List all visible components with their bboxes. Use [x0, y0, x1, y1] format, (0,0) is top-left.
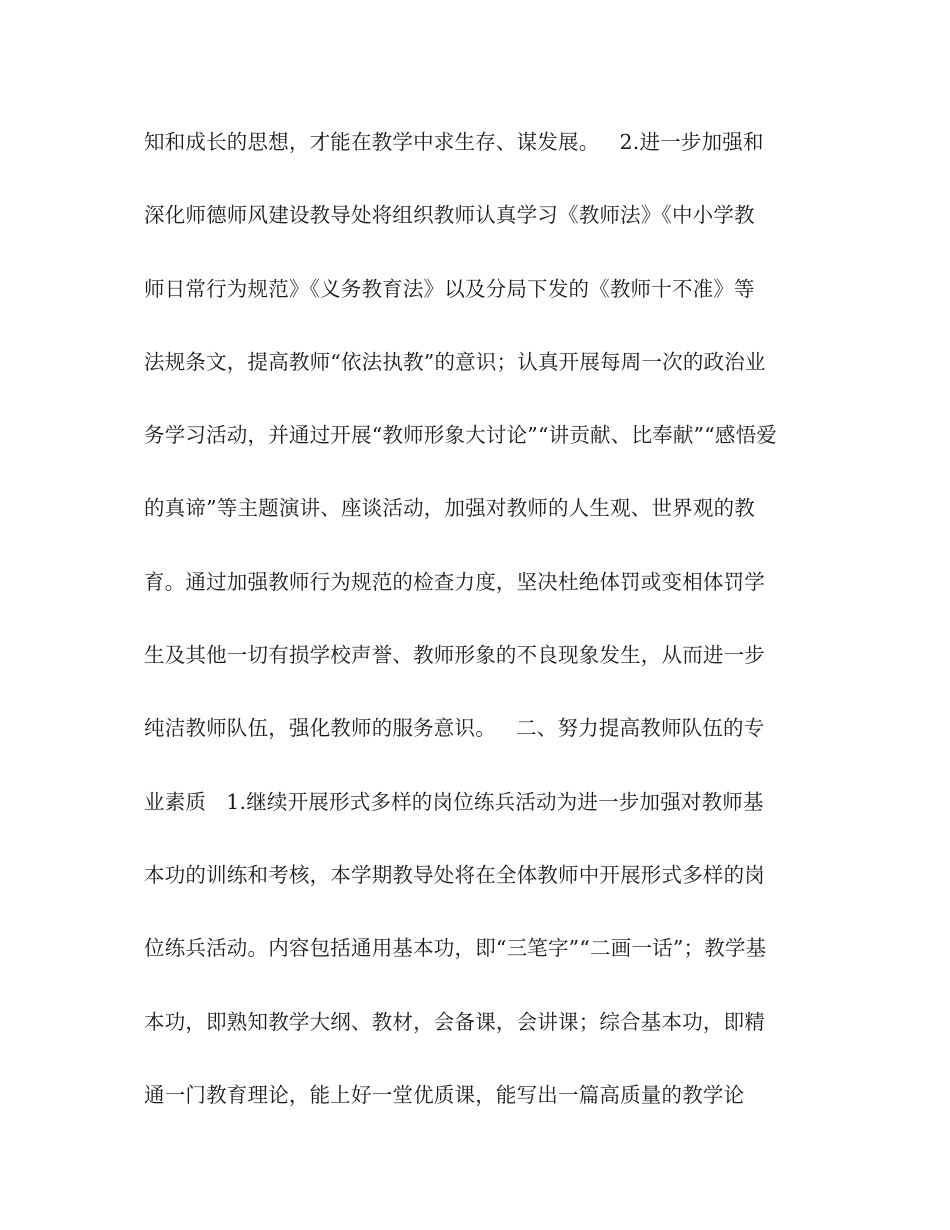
- text-line: 通一门教育理论，能上好一堂优质课，能写出一篇高质量的教学论: [144, 1082, 745, 1107]
- text-line: 业素质 1.继续开展形式多样的岗位练兵活动为进一步加强对教师基: [144, 789, 764, 814]
- text-line: 生及其他一切有损学校声誉、教师形象的不良现象发生，从而进一步: [144, 643, 765, 668]
- text-line: 务学习活动，并通过开展“教师形象大讨论”“讲贡献、比奉献”“感悟爱: [144, 423, 777, 448]
- text-line: 知和成长的思想，才能在教学中求生存、谋发展。 2.进一步加强和: [144, 130, 764, 154]
- text-line: 本功，即熟知教学大纲、教材，会备课，会讲课；综合基本功，即精: [144, 1009, 765, 1034]
- text-line: 法规条文，提高教师“依法执教”的意识；认真开展每周一次的政治业: [144, 349, 766, 374]
- text-line: 本功的训练和考核，本学期教导处将在全体教师中开展形式多样的岗: [144, 862, 765, 887]
- text-line: 纯洁教师队伍，强化教师的服务意识。 二、努力提高教师队伍的专: [144, 716, 765, 741]
- text-line: 位练兵活动。内容包括通用基本功，即“三笔字”“二画一话”；教学基: [144, 936, 767, 961]
- text-line: 的真谛”等主题演讲、座谈活动，加强对教师的人生观、世界观的教: [144, 496, 755, 521]
- text-line: 育。通过加强教师行为规范的检查力度，坚决杜绝体罚或变相体罚学: [144, 569, 765, 594]
- text-line: 深化师德师风建设教导处将组织教师认真学习《教师法》《中小学教: [144, 203, 755, 228]
- body-text: [144, 124, 814, 1150]
- text-line: 师日常行为规范》《义务教育法》以及分局下发的《教师十不准》等: [144, 276, 755, 301]
